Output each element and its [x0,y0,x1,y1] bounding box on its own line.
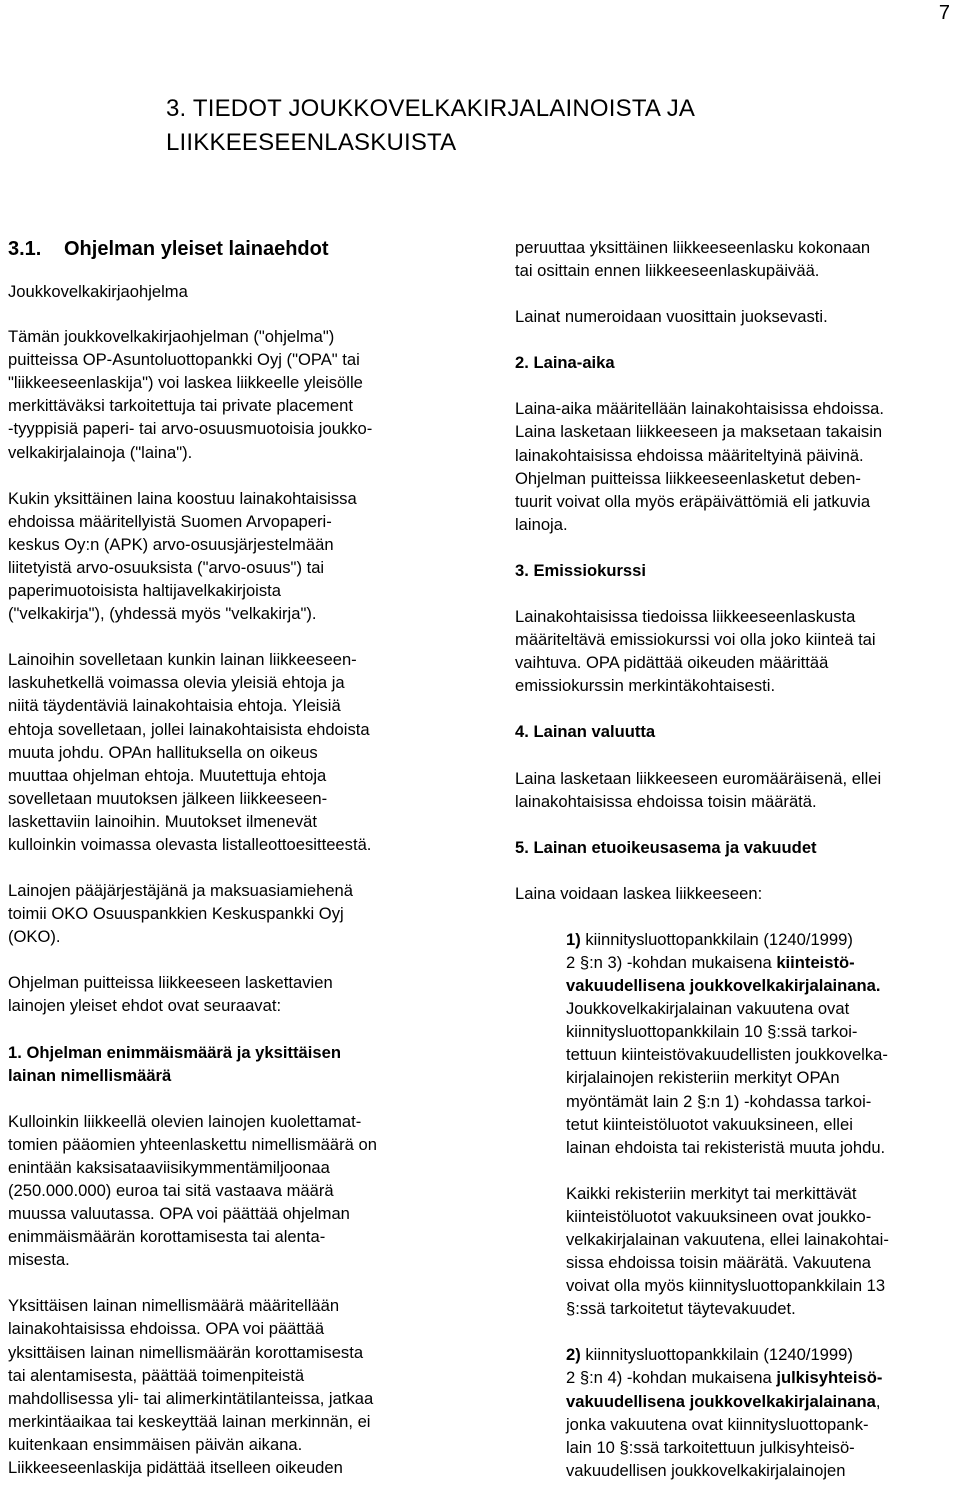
page-number: 7 [938,2,950,24]
list-marker: 2) [566,1345,581,1365]
list-item-public-sector-backed [566,1343,955,1482]
paragraph-currency: Laina lasketaan liikkeeseen euromääräisenä, ellei lainakohtaisissa ehdoissa toisin määrätä. [515,768,882,811]
paragraph-numbering: Lainat numeroidaan vuosittain juoksevasti. [515,307,828,327]
heading-loan-term: 2. Laina-aika [515,353,615,373]
paragraph-collateral: Kaikki rekisteriin merkityt tai merkittävät kiinteistöluotot vakuuksineen ovat joukko- velkakirjalainan vakuutena, ellei lainakohtai- sissa ehdoissa toisin määrätä. Vakuutena voivat olla myös kiinnitysluottopankkilain 13 §:ssä tarkoitetut täytevakuudet. [566,1183,889,1319]
section-title [8,236,448,262]
list-item-emphasis: julkisyhteisö- vakuudellisena joukkovelkakirjalainana [566,1368,883,1411]
chapter-title-line2: LIIKKEESEENLASKUISTA [166,129,457,156]
list-item-text: Joukkovelkakirjalainan vakuutena ovat kiinnitysluottopankkilain 10 §:ssä tarkoi- tettuun kiinteistövakuudellisten joukkovelka- kirjalainojen rekisteriin merkityt OPAn myöntämät lain 2 §:n 1) -kohdassa tarkoi- tetut kiinteistöluotot vakuuksineen, ellei lainan ehdoista tai rekisteristä muuta johdu. [566,999,888,1157]
program-subheading: Joukkovelkakirjaohjelma [8,282,188,301]
paragraph-general-terms-intro: Ohjelman puitteissa liikkeeseen laskettavien lainojen yleiset ehdot ovat seuraavat: [8,973,333,1016]
section-title-text: Ohjelman yleiset lainaehdot [64,238,329,260]
list-marker: 1) [566,929,581,949]
heading-issue-price: 3. Emissiokurssi [515,560,646,580]
paragraph-program-intro: Tämän joukkovelkakirjaohjelman ("ohjelma") puitteissa OP-Asuntoluottopankki Oyj ("OPA" tai "liikkeeseenlaskija") voi laskea liikkeelle yleisölle merkittäväksi tarkoitettuja tai private placement -tyyppisiä paperi- tai arvo-osuusmuotoisia joukko- velkakirjalainoja ("laina"). [8,327,373,462]
heading-priority-collateral: 5. Lainan etuoikeusasema ja vakuudet [515,837,817,857]
left-column [8,236,448,1502]
paragraph-loan-composition: Kukin yksittäinen laina koostuu lainakohtaisissa ehdoissa määritellyistä Suomen Arvopaperi- keskus Oy:n (APK) arvo-osuusjärjestelmään liitetyistä arvo-osuuksista ("arvo-osuus") tai paperimuotoisista haltijavelkakirjoista ("velkakirja"), (yhdessä myös "velkakirja"). [8,488,357,624]
section-number: 3.1. [8,238,42,260]
paragraph-max-amount: Kulloinkin liikkeellä olevien lainojen kuolettamat- tomien pääomien yhteenlaskettu nimellismäärä on enintään kaksisataaviisikymmentämiljoonaa (250.000.000) euroa tai sitä vastaava määrä muussa valuutassa. OPA voi päättää ohjelman enimmäismäärän korottamisesta tai alenta- misesta. [8,1111,377,1270]
paragraph-issue-price: Lainakohtaisissa tiedoissa liikkeeseenlaskusta määriteltävä emissiokurssi voi olla joko kiinteä tai vaihtuva. OPA pidättää oikeuden määrittää emissiokurssin merkintäkohtaisesti. [515,607,876,696]
paragraph-applicable-terms: Lainoihin sovelletaan kunkin lainan liikkeeseen- laskuhetkellä voimassa olevia yleisiä ehtoja ja niitä täydentäviä lainakohtaisia ehtoja. Yleisiä ehtoja sovelletaan, jollei lainakohtaisista ehdoista muuta johdu. OPAn hallituksella on oikeus muuttaa ohjelman ehtoja. Muutettuja ehtoja sovelletaan muutoksen jälkeen liikkeeseen- laskettaviin lainoihin. Muutokset ilmenevät kulloinkin voimassa olevasta listalleottoesitteestä. [8,650,372,854]
paragraph-loan-term: Laina-aika määritellään lainakohtaisissa ehdoissa. Laina lasketaan liikkeeseen ja maksetaan takaisin lainakohtaisissa ehdoissa määriteltyinä päivinä. Ohjelman puitteissa liikkeeseenlasketut deben- tuurit voivat olla myös eräpäivättömiä eli jatkuvia lainoja. [515,399,884,534]
list-item-text: , jonka vakuutena ovat kiinnitysluottopank- lain 10 §:ssä tarkoitettuun julkisyhteisö- vakuudellisen joukkovelkakirjalainojen [566,1391,881,1480]
chapter-title [166,92,695,160]
chapter-title-line1: 3. TIEDOT JOUKKOVELKAKIRJALAINOISTA JA [166,95,696,122]
right-column [515,236,955,1505]
list-item-mortgage-backed [566,928,955,1159]
list-item-text: kiinnitysluottopankkilain (1240/1999) 2 §:n 3) -kohdan mukaisena [566,929,853,972]
list-item-text: kiinnitysluottopankkilain (1240/1999) 2 §:n 4) -kohdan mukaisena [566,1345,853,1388]
list-item-emphasis: kiinteistö- vakuudellisena joukkovelkakirjalainana. [566,952,881,996]
paragraph-nominal-amount: Yksittäisen lainan nimellismäärä määritellään lainakohtaisissa ehdoissa. OPA voi päättää yksittäisen lainan nimellismäärän korottamisesta tai alentamisesta, päättää toimenpiteistä mahdollisessa yli- tai alimerkintätilanteissa, jatkaa merkintäaikaa tai keskeyttää lainan merkinnän, ei kuitenkaan ensimmäisen päivän aikana. Liikkeeseenlaskija pidättää itselleen oikeuden [8,1296,374,1478]
paragraph-arranger: Lainojen pääjärjestäjänä ja maksuasiamiehenä toimii OKO Osuuspankkien Keskuspankki Oyj (OKO). [8,881,354,947]
heading-currency: 4. Lainan valuutta [515,722,656,742]
paragraph-issue-types-intro: Laina voidaan laskea liikkeeseen: [515,883,763,903]
heading-max-amount: 1. Ohjelman enimmäismäärä ja yksittäisen lainan nimellismäärä [8,1042,341,1085]
paragraph-cancellation: peruuttaa yksittäinen liikkeeseenlasku kokonaan tai osittain ennen liikkeeseenlaskupäivää. [515,238,871,281]
